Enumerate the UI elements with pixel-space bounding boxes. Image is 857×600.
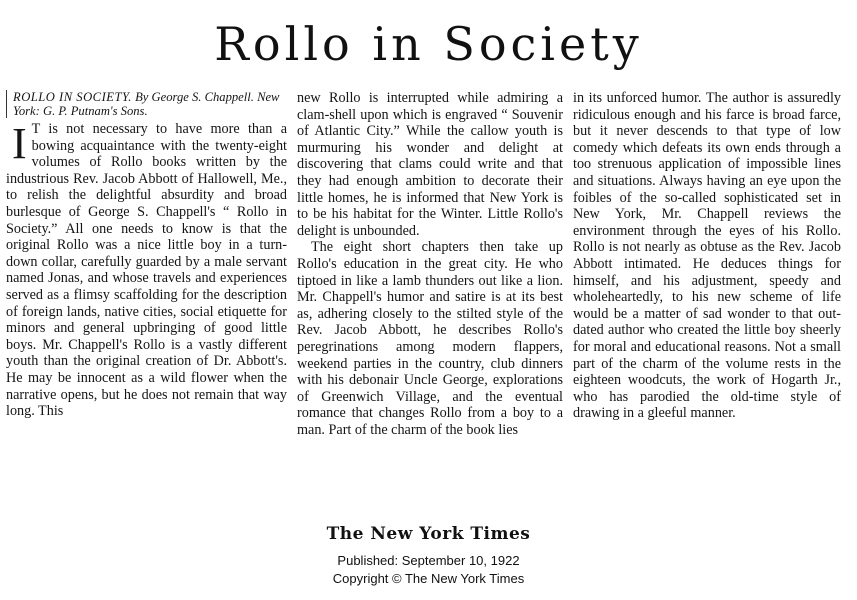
paragraph: The eight short chapters then take up Rollo's education in the great city. He who tiptoed in like a lamb thunders out like a lion. Mr. Chappell's humor and satire is at its best as, adhering closely to the stilted style of the Rev. Jacob Abbott, he describes Rollo's peregrinations among modern flappers, weekend parties in the country, club dinners with his debonair Uncle George, explorations of Greenwich Village, and the eventual romance that changes Rollo from a boy to a man. Part of the charm of the book lies <box>297 239 563 438</box>
copyright-notice: Copyright © The New York Times <box>332 571 525 586</box>
paragraph: in its unforced humor. The author is assuredly ridiculous enough and his farce is broad farce, but it never descends to that type of low comedy which defeats its own ends through a too strenuous application of impossible lines and situations. Always having an eye upon the foibles of the so-called sophisticated set in New York, Mr. Chappell reviews the environment through the eyes of his Rollo. Rollo is not nearly as obtuse as the Rev. Jacob Abbott intimated. He deduces things for himself, and his adjustment, speedy and wholeheartedly, to his new scheme of life would be a matter of sad wonder to that out-dated author who created the little boy sheerly for moral and educational reasons. Not a small part of the charm of the volume rests in the eighteen woodcuts, the work of Hogarth Jr., who has parodied the old-time style of drawing in a gleeful manner. <box>573 90 841 422</box>
nyt-logo: The New York Times <box>326 524 531 544</box>
byline <box>6 90 287 118</box>
byline-publisher: By George S. Chappell. New York: G. P. Putnam's Sons. <box>13 90 280 118</box>
byline-title: ROLLO IN SOCIETY. <box>13 90 132 104</box>
published-date: Published: September 10, 1922 <box>337 553 520 568</box>
article-headline: Rollo in Society <box>214 17 643 71</box>
article-column-2 <box>297 90 563 438</box>
paragraph: new Rollo is interrupted while admiring a clam-shell upon which is engraved “ Souvenir of Atlantic City.” While the callow youth is murmuring his wonder and delight at discovering that clams could write and that they had enough ambition to decorate their little homes, he is informed that New York is to be his habitat for the Winter. Little Rollo's delight is unbounded. <box>297 90 563 239</box>
paragraph-text: T is not necessary to have more than a bowing acquaintance with the twenty-eight volumes of Rollo books written by the industrious Rev. Jacob Abbott of Hallowell, Me., to relish the delightful absurdity and broad burlesque of George S. Chappell's “ Rollo in Society.” All one needs to know is that the original Rollo was a nice little boy in a turn-down collar, carefully guarded by a male servant named Jonas, and whose travels and experiences served as a flimsy scaffolding for the description of foreign lands, native cities, social etiquette for minors and general upbringing of good little boys. Mr. Chappell's Rollo is a vastly different youth than the original creation of Dr. Abbott's. He may be innocent as a wild flower when the narrative opens, but he does not remain that way long. This <box>6 121 287 420</box>
drop-cap: I <box>12 119 27 168</box>
paragraph <box>6 121 287 420</box>
article-column-3 <box>573 90 841 422</box>
article-column-1 <box>6 90 287 420</box>
